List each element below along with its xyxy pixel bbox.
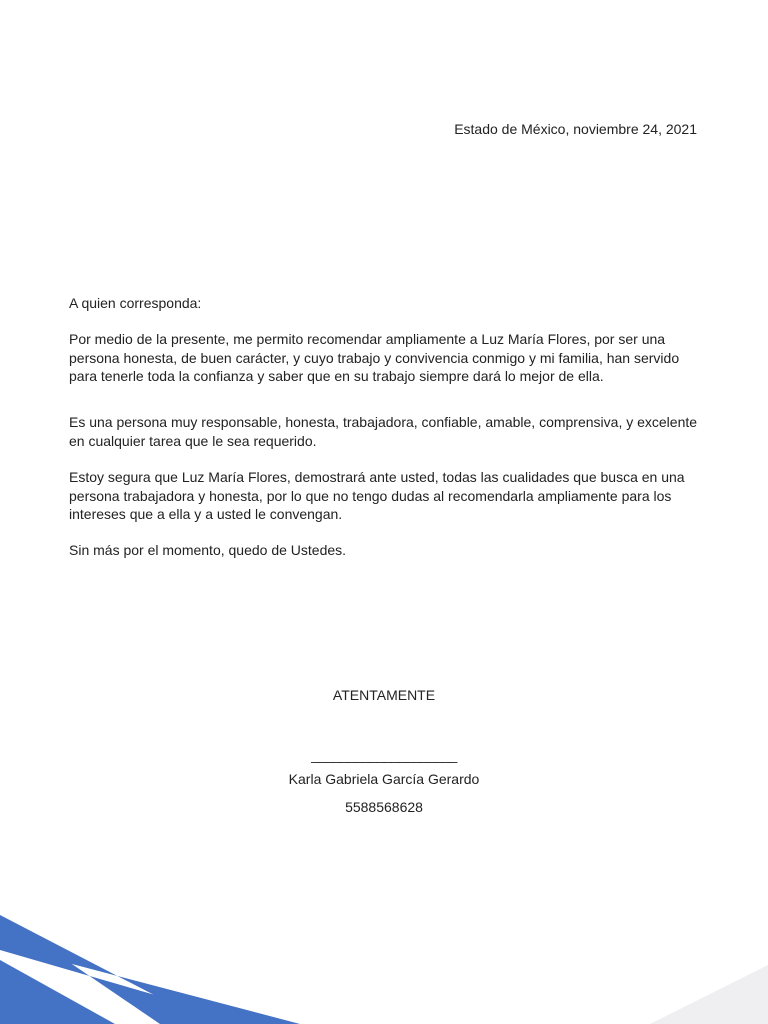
paragraph-recommendation: Por medio de la presente, me permito recomendar ampliamente a Luz María Flores, por ser una persona honesta, de buen carácter, y cuyo trabajo y convivencia conmigo y mi familia, han servido para tenerle toda la confianza y saber que en su trabajo siempre dará lo mejor de ella.: [69, 331, 680, 384]
signer-name: Karla Gabriela García Gerardo: [288, 771, 480, 787]
paragraph-qualities: Es una persona muy responsable, honesta, trabajadora, confiable, amable, comprensiva, y excelente en cualquier tarea que le sea requerido.: [69, 414, 698, 449]
blue-stripe-main: [0, 915, 300, 1024]
gray-corner-shape: [650, 965, 768, 1024]
paragraph-assurance: Estoy segura que Luz María Flores, demostrará ante usted, todas las cualidades que busca en una persona trabajadora y honesta, por lo que no tengo dudas al recomendarla ampliamente para los intereses que a ella y a usted le convengan.: [69, 469, 685, 522]
signer-phone: 5588568628: [345, 799, 423, 815]
letter-date: Estado de México, noviembre 24, 2021: [454, 121, 697, 137]
blue-stripe-upper: [0, 915, 255, 1024]
signature-line: ____________________: [311, 747, 457, 763]
sign-off: ATENTAMENTE: [332, 687, 436, 703]
closing-line: Sin más por el momento, quedo de Ustedes.: [69, 542, 347, 558]
blue-stripe-lower: [0, 960, 115, 1024]
salutation: A quien corresponda:: [69, 295, 202, 311]
